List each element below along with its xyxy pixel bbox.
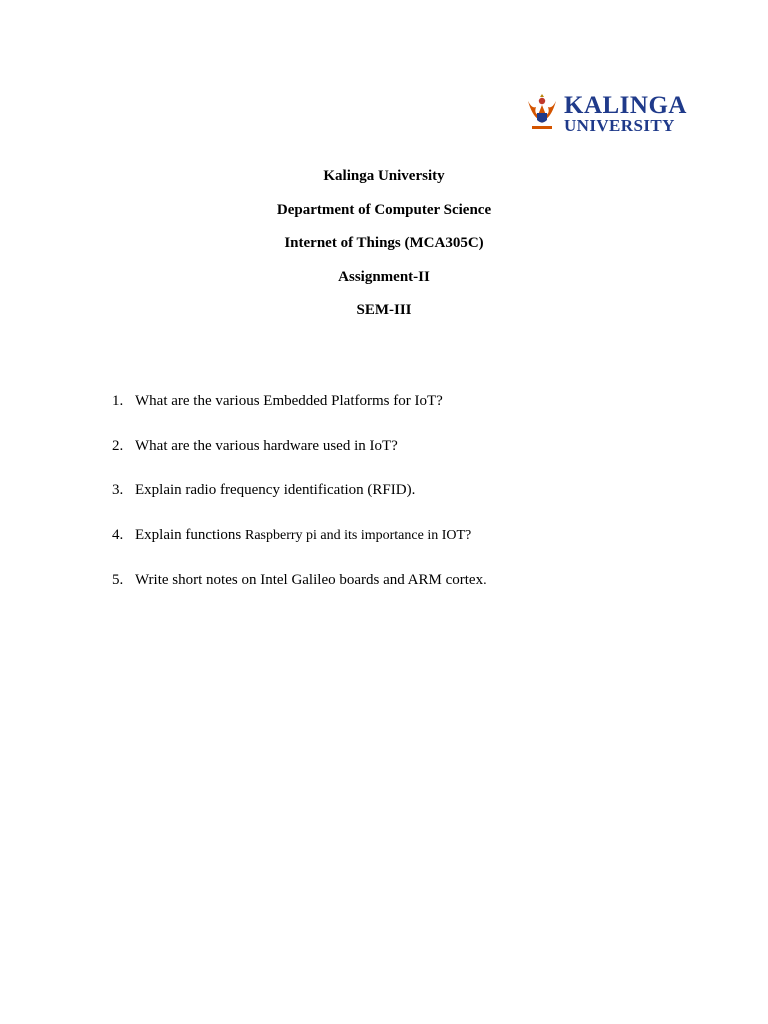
logo-text-kalinga: KALINGA: [564, 91, 687, 119]
university-name: Kalinga University: [323, 168, 445, 184]
list-item: [112, 436, 672, 481]
list-item: [112, 570, 672, 615]
question-list: [112, 391, 672, 614]
question-text: Write short notes on Intel Galileo boards and ARM cortex: [135, 571, 484, 588]
question-text-small: .: [483, 572, 487, 588]
course-title: Internet of Things (MCA305C): [284, 235, 484, 251]
question-number: 4.: [112, 527, 124, 544]
semester-label: SEM-III: [356, 302, 412, 318]
assignment-title: Assignment-II: [338, 268, 430, 285]
question-text-small: Raspberry pi and its importance in IOT?: [244, 528, 472, 544]
list-item: [112, 525, 672, 570]
university-logo: [526, 91, 687, 135]
crest-emblem-icon: [526, 93, 558, 133]
logo-text-university: UNIVERSITY: [564, 115, 675, 135]
question-text: Explain radio frequency identification (RFID).: [135, 482, 416, 499]
question-text-wrapper: [135, 525, 471, 570]
question-number: 3.: [112, 482, 124, 499]
question-text-wrapper: [135, 570, 487, 615]
list-item: [112, 480, 672, 525]
question-text: Explain functions: [135, 527, 245, 544]
document-heading: [0, 166, 768, 334]
question-text: What are the various hardware used in IoT?: [135, 437, 398, 454]
list-item: [112, 391, 672, 436]
question-number: 5.: [112, 571, 124, 588]
logo-wordmark: [564, 93, 687, 134]
question-text: What are the various Embedded Platforms for IoT?: [135, 393, 443, 409]
question-number: 1.: [112, 393, 124, 409]
department-name: Department of Computer Science: [276, 201, 492, 218]
question-number: 2.: [112, 437, 124, 454]
